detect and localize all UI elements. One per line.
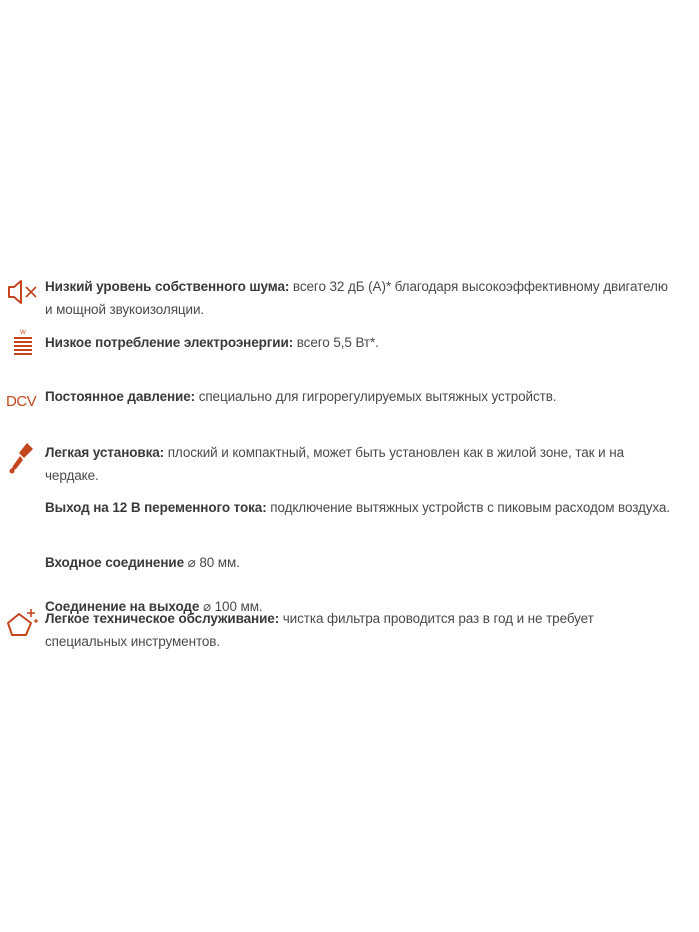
feature-title: Легкое техническое обслуживание: <box>45 611 280 626</box>
svg-text:W: W <box>20 330 26 336</box>
feature-description: чистка фильтра проводится раз в год и не требует специальных инструментов. <box>45 611 594 649</box>
feature-description: ⌀ 100 мм. <box>199 599 263 614</box>
feature-description: подключение вытяжных устройств с пиковым расходом воздуха. <box>266 500 670 515</box>
feature-low-noise <box>45 275 675 321</box>
feature-title: Легкая установка: <box>45 445 165 460</box>
speaker-mute-icon <box>6 278 40 306</box>
feature-easy-maintenance <box>45 607 675 653</box>
feature-description: специально для гигрорегулируемых вытяжных устройств. <box>195 389 557 404</box>
screwdriver-icon <box>7 440 37 476</box>
feature-12v-output <box>45 496 675 519</box>
dcv-icon <box>5 390 41 410</box>
feature-description: плоский и компактный, может быть установлен как в жилой зоне, так и на чердаке. <box>45 445 624 483</box>
feature-description: всего 5,5 Вт*. <box>293 335 379 350</box>
feature-title: Соединение на выходе <box>45 599 200 614</box>
feature-description: ⌀ 80 мм. <box>184 555 240 570</box>
filter-maintenance-icon <box>5 606 41 640</box>
feature-title: Постоянное давление: <box>45 389 196 404</box>
power-consumption-icon <box>12 328 34 356</box>
feature-title: Низкий уровень собственного шума: <box>45 279 290 294</box>
feature-constant-pressure <box>45 385 675 408</box>
feature-low-power <box>45 331 675 354</box>
feature-title: Входное соединение <box>45 555 184 570</box>
feature-description: всего 32 дБ (A)* благодаря высокоэффективному двигателю и мощной звукоизоляции. <box>45 279 668 317</box>
feature-inlet-connection <box>45 551 675 574</box>
svg-text:DCV: DCV <box>6 393 37 410</box>
feature-title: Выход на 12 В переменного тока: <box>45 500 267 515</box>
feature-easy-install <box>45 441 675 487</box>
feature-title: Низкое потребление электроэнергии: <box>45 335 294 350</box>
